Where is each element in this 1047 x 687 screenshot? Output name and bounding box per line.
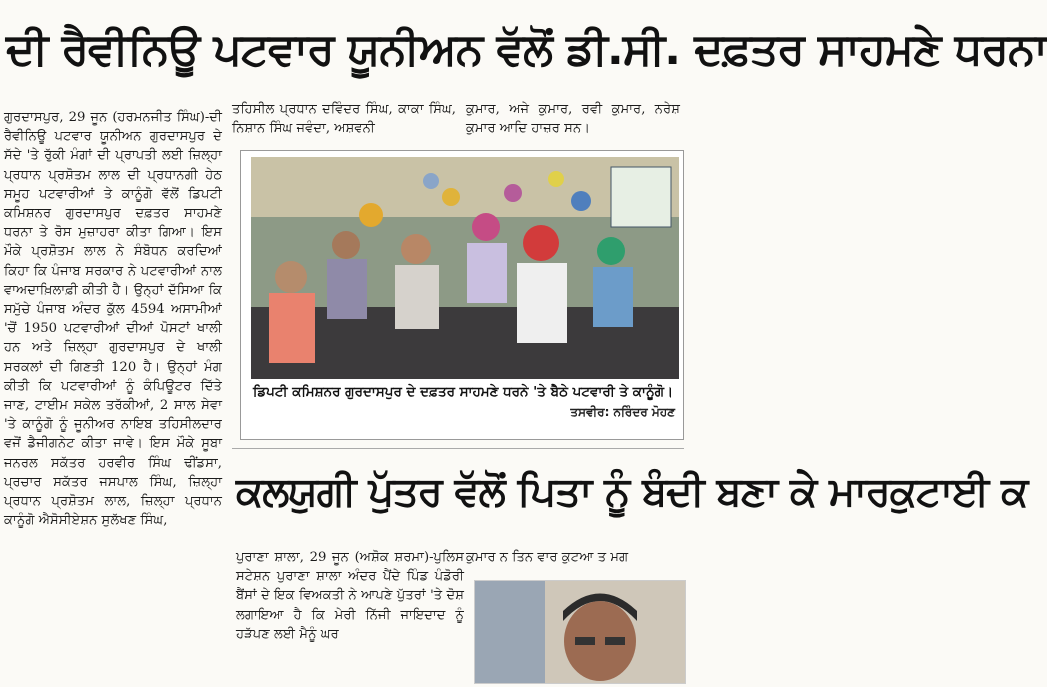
section-divider: [232, 448, 684, 449]
article2-column-2: [466, 548, 684, 568]
headline-patwar-protest: ਦੀ ਰੈਵੀਨਿਊ ਪਟਵਾਰ ਯੂਨੀਅਨ ਵੱਲੋਂ ਡੀ.ਸੀ. ਦਫ਼ਤਰ ਸਾਹਮਣੇ ਧਰਨਾ: [6, 24, 1047, 75]
article1-body-text-cont: ਤਹਿਸੀਲ ਪ੍ਰਧਾਨ ਦਵਿੰਦਰ ਸਿੰਘ, ਕਾਕਾ ਸਿੰਘ, ਨਿਸ਼ਾਨ ਸਿੰਘ ਜਵੰਦਾ, ਅਸ਼ਵਨੀ: [232, 102, 456, 137]
article1-column-1: [4, 108, 222, 682]
article1-body-text-end: ਕੁਮਾਰ, ਅਜੇ ਕੁਮਾਰ, ਰਵੀ ਕੁਮਾਰ, ਨਰੇਸ਼ ਕੁਮਾਰ ਆਦਿ ਹਾਜ਼ਰ ਸਨ।: [466, 102, 680, 137]
photo-caption: ਡਿਪਟੀ ਕਮਿਸ਼ਨਰ ਗੁਰਦਾਸਪੁਰ ਦੇ ਦਫ਼ਤਰ ਸਾਹਮਣੇ ਧਰਨੇ 'ਤੇ ਬੈਠੇ ਪਟਵਾਰੀ ਤੇ ਕਾਨੂੰਗੋ।: [253, 384, 674, 400]
article2-body-text-cont: ਕੁਮਾਰ ਨ ਤਿਨ ਵਾਰ ਕੁਟਆ ਤ ਮਗ: [466, 550, 629, 565]
article1-column-2: [232, 100, 456, 144]
article2-column-1: [236, 548, 464, 682]
portrait-illustration: [475, 581, 685, 683]
protest-crowd-illustration: [251, 157, 679, 379]
article2-body-text: ਪੁਰਾਣਾ ਸ਼ਾਲਾ, 29 ਜੂਨ (ਅਸ਼ੋਕ ਸ਼ਰਮਾ)-ਪੁਲਿਸ ਸਟੇਸ਼ਨ ਪੁਰਾਣਾ ਸ਼ਾਲਾ ਅੰਦਰ ਪੈਂਦੇ ਪਿੰਡ ਪੰਡੋਰੀ ਬੈਂਸਾਂ ਦੇ ਇਕ ਵਿਅਕਤੀ ਨੇ ਆਪਣੇ ਪੁੱਤਰਾਂ 'ਤੇ ਦੋਸ਼ ਲਗਾਇਆ ਹੈ ਕਿ ਮੇਰੀ ਨਿੱਜੀ ਜਾਇਦਾਦ ਨੂੰ ਹੜੱਪਣ ਲਈ ਮੈਨੂੰ ਘਰ: [236, 550, 464, 642]
protest-photo-box: [240, 150, 684, 440]
photo-credit: ਤਸਵੀਰ: ਨਰਿੰਦਰ ਮੋਹਣ: [570, 405, 675, 419]
article1-body-text: ਗੁਰਦਾਸਪੁਰ, 29 ਜੂਨ (ਹਰਮਨਜੀਤ ਸਿੰਘ)-ਦੀ ਰੈਵੀਨਿਊ ਪਟਵਾਰ ਯੂਨੀਅਨ ਗੁਰਦਾਸਪੁਰ ਦੇ ਸੱਦੇ 'ਤੇ ਰੁੱਕੀ ਮੰਗਾਂ ਦੀ ਪ੍ਰਾਪਤੀ ਲਈ ਜ਼ਿਲ੍ਹਾ ਪ੍ਰਧਾਨ ਪ੍ਰਸ਼ੋਤਮ ਲਾਲ ਦੀ ਪ੍ਰਧਾਨਗੀ ਹੇਠ ਸਮੂਹ ਪਟਵਾਰੀਆਂ ਤੇ ਕਾਨੂੰਗੋ ਵੱਲੋਂ ਡਿਪਟੀ ਕਮਿਸ਼ਨਰ ਗੁਰਦਾਸਪੁਰ ਦਫ਼ਤਰ ਸਾਹਮਣੇ ਧਰਨਾ ਤੇ ਰੋਸ ਮੁਜ਼ਾਹਰਾ ਕੀਤਾ ਗਿਆ। ਇਸ ਮੌਕੇ ਪ੍ਰਸ਼ੋਤਮ ਲਾਲ ਨੇ ਸੰਬੋਧਨ ਕਰਦਿਆਂ ਕਿਹਾ ਕਿ ਪੰਜਾਬ ਸਰਕਾਰ ਨੇ ਪਟਵਾਰੀਆਂ ਨਾਲ ਵਾਅਦਾਖ਼ਿਲਾਫ਼ੀ ਕੀਤੀ ਹੈ। ਉਨ੍ਹਾਂ ਦੱਸਿਆ ਕਿ ਸਮੁੱਚੇ ਪੰਜਾਬ ਅੰਦਰ ਕੁੱਲ 4594 ਅਸਾਮੀਆਂ 'ਚੋਂ 1950 ਪਟਵਾਰੀਆਂ ਦੀਆਂ ਪੋਸਟਾਂ ਖਾਲੀ ਹਨ ਅਤੇ ਜ਼ਿਲ੍ਹਾ ਗੁਰਦਾਸਪੁਰ ਦੇ ਖਾਲੀ ਸਰਕਲਾਂ ਦੀ ਗਿਣਤੀ 120 ਹੈ। ਉਨ੍ਹਾਂ ਮੰਗ ਕੀਤੀ ਕਿ ਪਟਵਾਰੀਆਂ ਨੂੰ ਕੰਪਿਊਟਰ ਦਿੱਤੇ ਜਾਣ, ਟਾਈਮ ਸਕੇਲ ਤਰੱਕੀਆਂ, 2 ਸਾਲ ਸੇਵਾ 'ਤੇ ਕਾਨੂੰਗੋ ਨੂੰ ਜੂਨੀਅਰ ਨਾਇਬ ਤਹਿਸੀਲਦਾਰ ਵਜੋਂ ਡੈਜੀਗਨੇਟ ਕੀਤਾ ਜਾਵੇ। ਇਸ ਮੌਕੇ ਸੂਬਾ ਜਨਰਲ ਸਕੱਤਰ ਹਰਵੀਰ ਸਿੰਘ ਢੀਂਡਸਾ, ਪ੍ਰਚਾਰ ਸਕੱਤਰ ਜਸਪਾਲ ਸਿੰਘ, ਜ਼ਿਲ੍ਹਾ ਪ੍ਰਧਾਨ ਪ੍ਰਸ਼ੋਤਮ ਲਾਲ, ਜ਼ਿਲ੍ਹਾ ਪ੍ਰਧਾਨ ਕਾਨੂੰਗੋ ਐਸੋਸੀਏਸ਼ਨ ਸੁਲੱਖਣ ਸਿੰਘ,: [4, 110, 222, 529]
article1-column-3: [466, 100, 680, 144]
portrait-photo: [474, 580, 686, 684]
protest-photo: [251, 157, 679, 379]
headline-son-assault: ਕਲਯੁਗੀ ਪੁੱਤਰ ਵੱਲੋਂ ਪਿਤਾ ਨੂੰ ਬੰਦੀ ਬਣਾ ਕੇ ਮਾਰਕੁਟਾਈ ਕ: [236, 469, 1028, 515]
